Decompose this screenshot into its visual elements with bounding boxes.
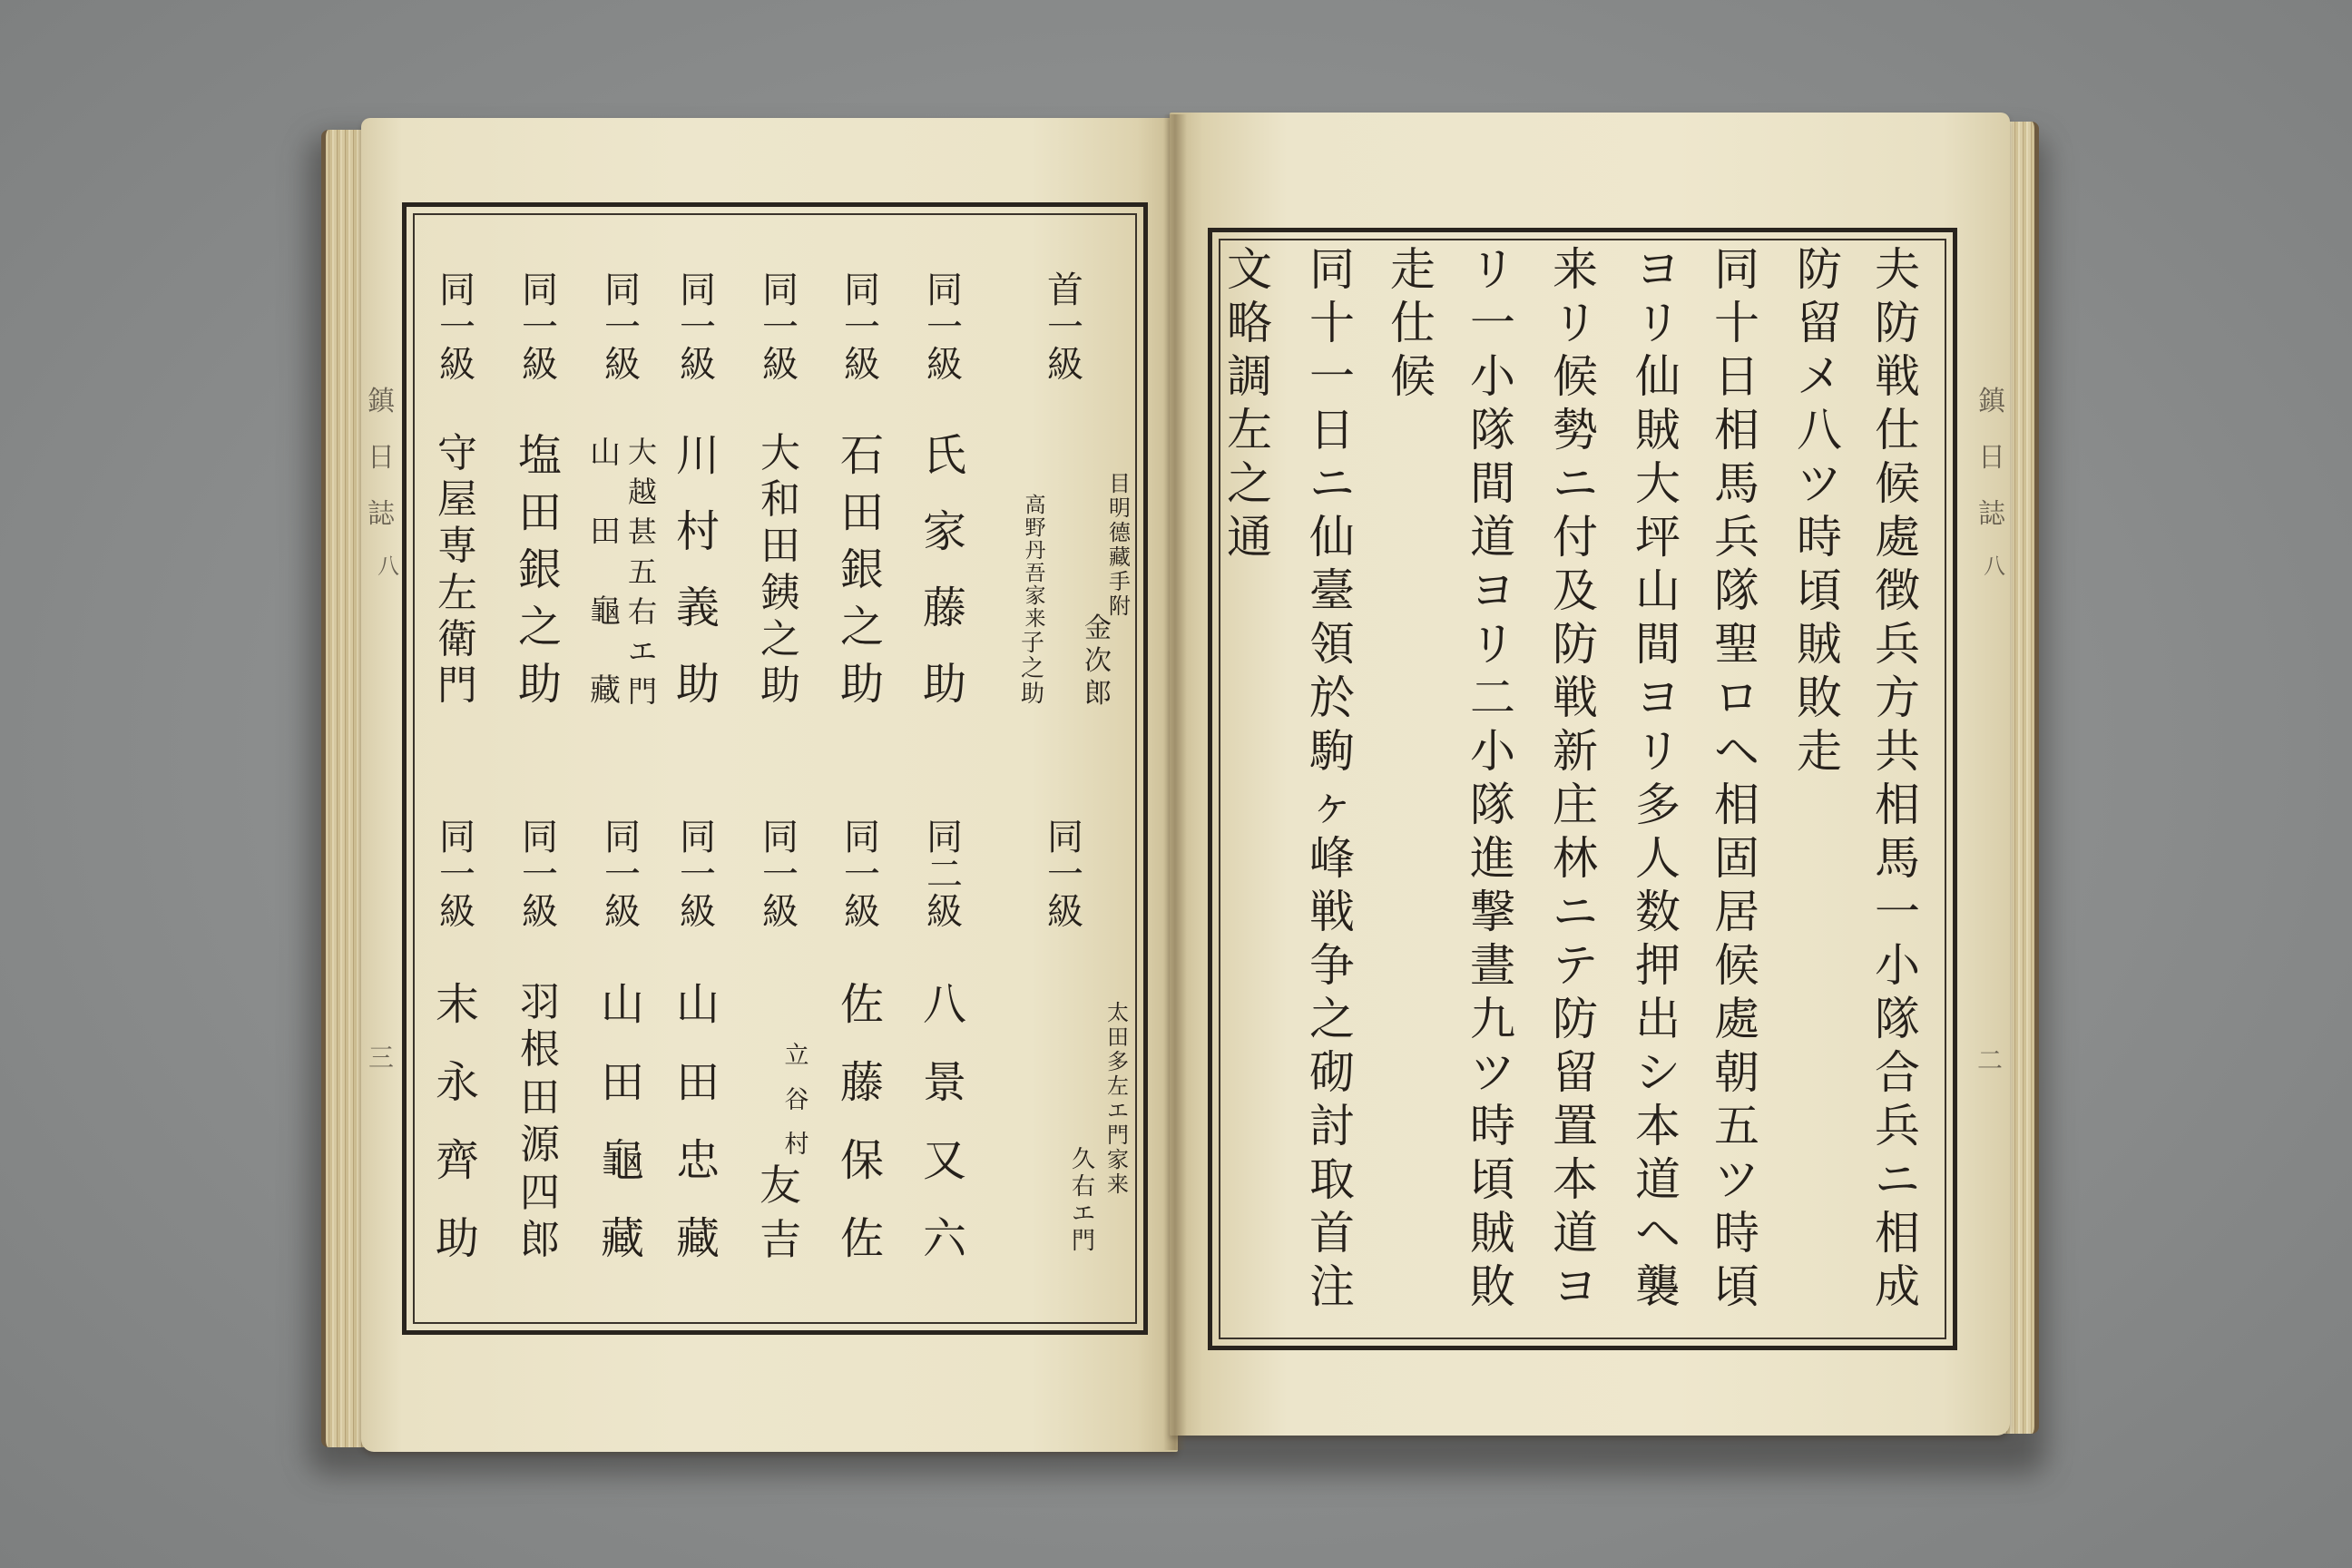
- right-fold-title: 鎮 日 誌: [1978, 386, 2005, 530]
- grade-label: 同 一 級: [1047, 817, 1083, 933]
- person-name: 久 右 エ 門: [1071, 1146, 1096, 1255]
- person-name: 大 和 田 銕 之 助: [760, 430, 800, 709]
- person-name: 山 田 龜 藏: [600, 979, 645, 1264]
- person-name: 守 屋 専 左 衛 門: [437, 430, 477, 709]
- grade-label: 同 二 級: [926, 817, 963, 933]
- grade-label: 同 一 級: [680, 817, 716, 933]
- text-column: 同 十 一 日 ニ 仙 臺 領 於 駒 ヶ 峰 戦 争 之 砌 討 取 首 注: [1309, 243, 1355, 1313]
- left-fold-title: 鎮 日 誌: [368, 386, 395, 530]
- village-note: 立 谷 村: [784, 1042, 809, 1159]
- text-column: 走 仕 候: [1390, 243, 1436, 403]
- grade-label: 同 一 級: [522, 817, 558, 933]
- person-name: 友 吉: [760, 1161, 801, 1264]
- affiliation-note: 高 野 丹 吾 家 来: [1024, 494, 1046, 631]
- right-fold-volume: 八: [1984, 554, 2005, 579]
- text-column: 夫 防 戦 仕 候 處 徴 兵 方 共 相 馬 一 小 隊 合 兵 ニ 相 成: [1875, 243, 1920, 1313]
- affiliation-note: 目 明 德 藏 手 附: [1109, 471, 1131, 619]
- text-column: ヨ リ 仙 賊 大 坪 山 間 ヨ リ 多 人 数 押 出 シ 本 道 ヘ 襲: [1635, 243, 1681, 1313]
- grade-label: 同 一 級: [439, 817, 475, 933]
- grade-label: 同 一 級: [680, 270, 716, 386]
- person-name: 金 次 郎: [1084, 612, 1112, 710]
- grade-label: 同 一 級: [926, 270, 963, 386]
- grade-label: 同 一 級: [522, 270, 558, 386]
- person-name: 佐 藤 保 佐: [839, 979, 885, 1264]
- person-name: 末 永 齊 助: [435, 979, 480, 1264]
- person-name: 石 田 銀 之 助: [839, 430, 885, 710]
- person-name: 川 村 義 助: [675, 430, 720, 710]
- left-fold-volume: 八: [377, 554, 399, 579]
- affiliation-note: 太 田 多 左 エ 門 家 来: [1107, 1000, 1129, 1197]
- person-name: 山 田 龜 藏: [590, 435, 621, 709]
- right-page-number: 二: [1976, 1045, 2004, 1075]
- text-column: 文 略 調 左 之 通: [1227, 243, 1272, 564]
- text-column: 同 十 日 相 馬 兵 隊 聖 ロ ヘ 相 固 居 候 處 朝 五 ツ 時 頃: [1714, 243, 1759, 1313]
- person-name: 山 田 忠 藏: [675, 979, 720, 1264]
- grade-label: 同 一 級: [844, 817, 880, 933]
- person-name: 羽 根 田 源 四 郎: [520, 979, 560, 1263]
- text-column: リ 一 小 隊 間 道 ヨ リ 二 小 隊 進 撃 晝 九 ツ 時 頃 賊 敗: [1470, 243, 1515, 1313]
- grade-label: 同 一 級: [844, 270, 880, 386]
- grade-label: 同 一 級: [762, 817, 799, 933]
- text-column: 防 留 メ 八 ツ 時 頃 賊 敗 走: [1797, 243, 1842, 778]
- grade-label: 同 一 級: [604, 270, 641, 386]
- grade-label: 首 一 級: [1047, 270, 1083, 386]
- grade-label: 同 一 級: [762, 270, 799, 386]
- text-column: 来 リ 候 勢 ニ 付 及 防 戦 新 庄 林 ニ テ 防 留 置 本 道 ヨ: [1553, 243, 1598, 1313]
- person-name: 氏 家 藤 助: [922, 430, 967, 710]
- grade-label: 同 一 級: [604, 817, 641, 933]
- person-name: 塩 田 銀 之 助: [517, 430, 563, 710]
- book-gutter: [1163, 114, 1187, 1450]
- left-page-number: 三: [368, 1043, 395, 1073]
- person-name: 大 越 甚 五 右 エ 門: [627, 435, 658, 709]
- grade-label: 同 一 級: [439, 270, 475, 386]
- person-name: 八 景 又 六: [922, 979, 967, 1264]
- person-name: 子 之 助: [1020, 630, 1045, 708]
